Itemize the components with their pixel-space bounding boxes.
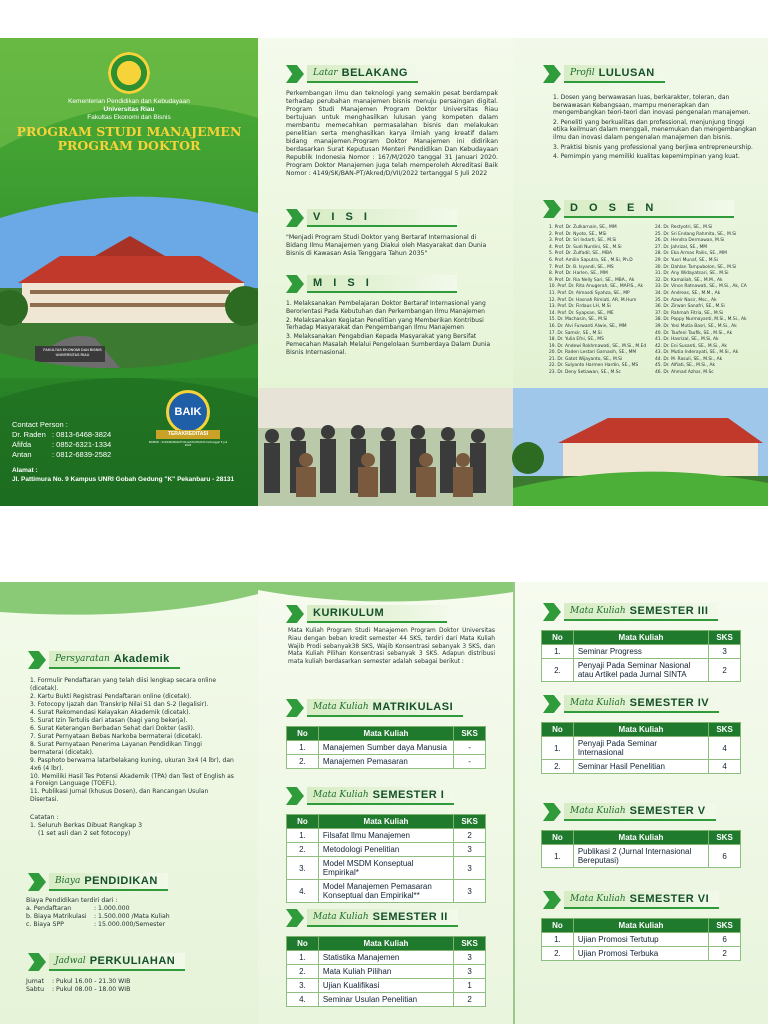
cell-sks: 3 (454, 857, 486, 880)
chevron-right-icon (28, 873, 46, 891)
cell-no: 1. (542, 645, 574, 659)
chevron-right-icon (286, 605, 304, 623)
section-semester-1 (286, 786, 454, 806)
table-semester-1 (286, 814, 486, 903)
table-semester-3 (541, 630, 741, 682)
list-item: 4. Pemimpin yang memiliki kualitas kepemimpinan yang kuat. (553, 153, 740, 161)
list-item: 6. Surat Keterangan Berbadan Sehat dari Dokter (asli). (30, 725, 195, 733)
contact-name: Antan (12, 450, 32, 459)
address-block (12, 466, 234, 484)
table-row (542, 933, 741, 947)
cell-no: 2. (287, 755, 319, 769)
cell-course: Mata Kuliah Pilihan (318, 965, 453, 979)
list-item: 34. Dr. Andreas, SE., M.M., Ak (655, 290, 721, 296)
biaya-block (26, 897, 236, 929)
table-row (287, 741, 486, 755)
latar-text: Perkembangan ilmu dan teknologi yang semakin pesat berdampak terhadap perubahan manajemen bisnis menuju persaingan digital. Program Studi Manajemen Program Doktor Universitas Riau bertujuan untuk menghasilkan lulusan yang kompeten dalam membantu memecahkan permasalahan bisnis dan melakukan penelitian serta menghasilkan karya ilmiah yang kreatif dalam bidang manajemen.Program Doktor Manajemen ini didirikan berdasarkan Surat Keputusan Menteri Pendidikan Dan Kebudayaan Republik Indonesia Nomor : 167/M/2020 tanggal 31 Januari 2020. Program Doktor Manajemen juga telah memperoleh Akreditasi Baik Nomor : 4149/SK/BAN-PT/Akred/D/VII/2022 tertanggal 5 Juli 2022 (286, 90, 498, 177)
chevron-right-icon (28, 651, 46, 669)
table-row (287, 965, 486, 979)
list-item: 31. Dr. Any Widayatsari, SE., M.Si (655, 271, 729, 277)
list-item: 45. Dr. Alfiati, SE., M.Si., Ak (655, 363, 716, 369)
contact-phone[interactable]: : 0812-6839-2582 (52, 450, 112, 459)
program-subtitle: PROGRAM DOKTOR (57, 138, 201, 153)
list-item: 1. Dosen yang berwawasan luas, berkarakter, toleran, dan berwawasan Kebangsaan, mampu menerapkan dan mengembangkan teori-teori dan inovasi pengenalan manajemen. (553, 94, 751, 117)
contact-name: Afifda (12, 440, 32, 449)
list-item: 1. Melaksanakan Pembelajaran Doktor Bertaraf Internasional yang Berorientasi Pada Kebutuhan dan Perkembangan Ilmu Manajemen (286, 300, 486, 315)
list-item: 13. Prof. Dr. Firdaus LH, M.Si (549, 304, 611, 310)
list-item: 10. Prof. Dr. Rita Anugerah, SE., MAFIS., Ak (549, 284, 644, 290)
jadwal-time: : Pukul 08.00 - 18.00 WIB (52, 986, 131, 993)
biaya-row (26, 921, 236, 929)
table-row (287, 979, 486, 993)
table-semester-6 (541, 918, 741, 961)
column-header-mk: Mata Kuliah (318, 727, 453, 741)
section-matrikulasi (286, 698, 463, 718)
column-header-mk: Mata Kuliah (573, 831, 708, 845)
chevron-right-icon (286, 275, 304, 293)
jadwal-time: : Pukul 16.00 - 21.30 WIB (52, 978, 131, 985)
column-header-sks: SKS (709, 831, 741, 845)
contact-block (12, 420, 111, 460)
cell-no: 4. (287, 993, 319, 1007)
section-title: M I S I (313, 277, 373, 289)
list-item: 23. Dr. Deny Setiawan, SE., M.Sc (549, 370, 621, 376)
column-header-no: No (542, 723, 574, 737)
cell-sks: 2 (454, 829, 486, 843)
cell-no: 1. (542, 737, 574, 760)
biaya-intro: Biaya Pendidikan terdiri dari : (26, 897, 118, 904)
cell-no: 2. (542, 760, 574, 774)
table-row (542, 845, 741, 868)
cover-panel (0, 38, 258, 506)
column-header-mk: Mata Kuliah (573, 631, 708, 645)
address-text: Jl. Pattimura No. 9 Kampus UNRI Gobah Gedung "K" Pekanbaru - 28131 (12, 476, 235, 483)
section-latar-belakang (286, 64, 418, 84)
table-row (287, 880, 486, 903)
cell-course: Statistika Manajemen (318, 951, 453, 965)
dosen-list-right (655, 225, 765, 377)
contact-row (12, 440, 111, 450)
list-item: 3. Fotocopy Ijazah dan Transkrip Nilai S1 dan S-2 (legalisir). (30, 700, 209, 708)
group-photo (258, 388, 768, 506)
section-italic: Mata Kuliah (313, 702, 369, 712)
section-italic: Mata Kuliah (570, 806, 626, 816)
section-title: SEMESTER III (629, 605, 709, 617)
cell-sks: - (454, 755, 486, 769)
semester-panel (513, 582, 768, 1024)
table-semester-2 (286, 936, 486, 1007)
visi-text: "Menjadi Program Studi Doktor yang Bertaraf Internasional di Bidang Ilmu Manajemen yang Diakui oleh Masyarakat dan Dunia Bisnis di Kawasan Asia Tenggara Tahun 2035" (286, 234, 487, 257)
faculty-name: Fakultas Ekonomi dan Bisnis (87, 114, 171, 121)
list-item: 41. Dr. Hasrizal, SE., M.Si, Ak (655, 337, 719, 343)
chevron-right-icon (286, 909, 304, 927)
list-item: 28. Dr. Eka Armas Pailis, SE., MM (655, 251, 727, 257)
list-item: 2. Peneliti yang berkualitas dan professional, menjunjung tinggi etika keilmuan dalam menggali, menemukan dan mengembangkan ilmu dan inovasi dalam pengenalan manajemen dan bisnis. (553, 118, 757, 141)
table-header-row (542, 831, 741, 845)
list-item: 33. Dr. Vince Ratnawati, SE., M.Si., Ak, CA (655, 284, 747, 290)
badge-ribbon: TERAKREDITASI (156, 430, 220, 439)
column-header-sks: SKS (709, 631, 741, 645)
cell-no: 2. (542, 947, 574, 961)
list-item: 11. Publikasi Jurnal (khusus Dosen), dan Rancangan Usulan Disertasi. (30, 788, 209, 803)
list-item: 7. Surat Pernyataan Bebas Narkoba bermaterai (dicetak). (30, 733, 203, 741)
section-title: KURIKULUM (313, 607, 385, 619)
section-profil-lulusan (543, 64, 665, 84)
column-header-mk: Mata Kuliah (318, 937, 453, 951)
table-row (542, 645, 741, 659)
cell-sks: 2 (454, 993, 486, 1007)
list-item: 4. Prof. Dr. Sudi Nurdini, SE., M.Si (549, 244, 622, 250)
list-item: 7. Prof. Dr. B. Isyandi, SE., MS (549, 264, 614, 270)
cell-course: Ujian Kualifikasi (318, 979, 453, 993)
chevron-right-icon (543, 603, 561, 621)
accreditation-badge (148, 390, 228, 452)
cell-course: Seminar Usulan Penelitian (318, 993, 453, 1007)
cell-no: 2. (542, 659, 574, 682)
list-item: 37. Dr. Rahmah Fitria, SE., M.Si (655, 310, 724, 316)
column-header-no: No (287, 727, 319, 741)
list-item: 3. Prof. Dr. Sri Indarti, SE., M.Si (549, 238, 617, 244)
list-item: 2. Prof. Dr. Nyoto, SE., MSi (549, 231, 607, 237)
list-item: 12. Prof. Dr. Hasnah Rimiati, AR, M.Hum (549, 297, 637, 303)
section-italic: Biaya (55, 876, 81, 886)
list-item: 30. Dr. Dahlan Tampubolon, SE., M.Si (655, 264, 737, 270)
list-item: 40. Dr. Taufeni Taufik, SE., M.Si., Ak (655, 330, 733, 336)
profil-list (553, 94, 758, 161)
cell-course: Manajemen Pemasaran (318, 755, 453, 769)
list-item: 35. Dr. Azwir Nasir, Msc., Ak (655, 297, 717, 303)
list-item: 2. Melaksanakan Kegiatan Penelitian yang Memberikan Kontribusi Terhadap Masyarakat dan Pengembangan Ilmu Manajemen (286, 316, 484, 332)
column-header-no: No (287, 937, 319, 951)
list-item: 32. Dr. Kamaliah, SE., M.M., Ak (655, 277, 723, 283)
list-item: 9. Pasphoto berwarna latarbelakang kuning, ukuran 3x4 (4 lbr), dan 4x6 (4 lbr). (30, 756, 234, 772)
catatan-block (30, 814, 230, 838)
biaya-value: : 15.000.000/Semester (94, 921, 166, 928)
catatan-label: Catatan : (30, 814, 59, 821)
list-item: 29. Dr. Yusri Munaf, SE., M.Si (655, 257, 718, 263)
section-title: PENDIDIKAN (84, 875, 158, 887)
cell-course: Manajemen Sumber daya Manusia (318, 741, 453, 755)
list-item: 4. Surat Rekomendasi Kelayakan Akademik (dicetak). (30, 708, 191, 716)
table-header-row (542, 919, 741, 933)
list-item: 19. Dr. Andewi Rokhmawati, SE., M.Si., M.Ed (549, 343, 647, 349)
list-item: 5. Prof. Dr. Zulfadil, SE., MBA (549, 251, 612, 257)
list-item: 16. Dr. Alvi Furwanti Alwie, SE., MM (549, 323, 627, 329)
section-title: SEMESTER I (372, 789, 445, 801)
campus-sign-line1: FAKULTAS EKONOMI DAN BISNIS (43, 348, 102, 352)
list-item: 3. Melaksanakan Pengabdian Kepada Masyarakat yang Bersifat Pemecahan Masalah Melalui Pengelolaan Sumberdaya Dalam Dunia Bisnis Internasional. (286, 333, 491, 356)
chevron-right-icon (543, 65, 561, 83)
dosen-list-left (549, 225, 655, 377)
chevron-right-icon (286, 209, 304, 227)
cell-sks: 3 (454, 843, 486, 857)
cell-course: Ujian Promosi Tertutup (573, 933, 708, 947)
cell-sks: 6 (709, 845, 741, 868)
cell-sks: 4 (709, 737, 741, 760)
table-header-row (287, 815, 486, 829)
list-item: 44. Dr. M. Rasuli, SE., M.Si., Ak (655, 356, 723, 362)
photo-strip (258, 388, 768, 506)
cell-course: Seminar Progress (573, 645, 708, 659)
table-row (287, 755, 486, 769)
section-title: SEMESTER IV (629, 697, 710, 709)
column-header-no: No (542, 919, 574, 933)
column-header-no: No (542, 831, 574, 845)
column-header-no: No (287, 815, 319, 829)
biaya-row (26, 905, 236, 913)
cell-sks: 1 (454, 979, 486, 993)
section-dosen (543, 199, 734, 219)
chevron-right-icon (543, 200, 561, 218)
university-logo (108, 52, 150, 94)
cell-sks: 4 (709, 760, 741, 774)
list-item: 1. Formulir Pendaftaran yang telah diisi lengkap secara online (dicetak). (30, 677, 217, 692)
list-item: 26. Dr. Hendra Dermawan, M.Si (655, 238, 725, 244)
cell-course: Model Manajemen Pemasaran Konseptual dan Empirikal** (318, 880, 453, 903)
table-matrikulasi (286, 726, 486, 769)
chevron-right-icon (286, 699, 304, 717)
table-row (287, 843, 486, 857)
table-row (542, 737, 741, 760)
cell-sks: 6 (709, 933, 741, 947)
kurikulum-text: Mata Kuliah Program Studi Manajemen Program Doktor Universitas Riau dengan beban kredit semester 44 SKS, terdiri dari Mata Kuliah Wajib Prodi sebanyak38 SKS, Wajib Konsentrasi sebanyak 3 SKS, dan Mata Kuliah Pilihan Konsentrasi sebanyak 3 SKS. Adapun distribusi mata kuliah berdasarkan semester adalah sebagai berikut : (288, 628, 495, 666)
list-item: 10. Memiliki Hasil Tes Potensi Akademik (TPA) dan Test of English as a Foreign Language (TOEFL). (30, 772, 234, 788)
list-item: 5. Surat Izin Tertulis dari atasan (bagi yang bekerja). (30, 716, 188, 724)
ministry-name: Kementerian Pendidikan dan Kebudayaan (68, 98, 190, 105)
column-header-mk: Mata Kuliah (573, 723, 708, 737)
jadwal-block (26, 978, 236, 994)
chevron-right-icon (543, 695, 561, 713)
table-row (542, 659, 741, 682)
cell-sks: - (454, 741, 486, 755)
section-title: D O S E N (570, 202, 658, 214)
biaya-value: : 1.500.000 /Mata Kuliah (94, 913, 170, 920)
section-kurikulum (286, 604, 447, 624)
column-header-sks: SKS (454, 815, 486, 829)
cell-course: Metodologi Penelitian (318, 843, 453, 857)
cell-course: Filsafat Ilmu Manajemen (318, 829, 453, 843)
cell-sks: 3 (454, 965, 486, 979)
chevron-right-icon (28, 953, 46, 971)
list-item: 14. Prof. Dr. Syapsan, SE., ME (549, 310, 614, 316)
list-item: 20. Dr. Raden Lestari Garnasih, SE., MM (549, 350, 637, 356)
chevron-right-icon (286, 65, 304, 83)
column-header-sks: SKS (709, 723, 741, 737)
contact-row (12, 430, 111, 440)
address-label: Alamat : (12, 467, 38, 474)
section-italic: Profil (570, 68, 595, 78)
catatan-item: 1. Seluruh Berkas Dibuat Rangkap 3 (30, 822, 143, 829)
list-item: 3. Praktisi bisnis yang professional yang berjiwa entrepreneurship. (553, 143, 753, 151)
section-title: MATRIKULASI (372, 701, 454, 713)
list-item: 9. Prof. Dr. Ria Nelly Sari, SE., MBA., Ak (549, 277, 635, 283)
decorative-swoosh (0, 582, 258, 642)
chevron-right-icon (286, 787, 304, 805)
cell-no: 1. (287, 741, 319, 755)
column-header-sks: SKS (709, 919, 741, 933)
biaya-label: c. Biaya SPP (26, 921, 64, 928)
section-title: LULUSAN (598, 67, 655, 79)
column-header-sks: SKS (454, 937, 486, 951)
section-semester-5 (543, 802, 716, 822)
list-item: 8. Prof. Dr. Harlen, SE., MM (549, 271, 608, 277)
jadwal-day: Jumat (26, 978, 44, 985)
table-semester-4 (541, 722, 741, 774)
list-item: 38. Dr. Poppy Nurmayanti, M.Si., M.Si., Ak (655, 317, 747, 323)
table-header-row (542, 723, 741, 737)
list-item: 42. Dr. Eni Susanti, SE., M.Si., Ak (655, 343, 727, 349)
jadwal-day: Sabtu (26, 986, 44, 993)
section-semester-6 (543, 890, 719, 910)
cell-no: 3. (287, 979, 319, 993)
column-header-mk: Mata Kuliah (573, 919, 708, 933)
contact-label: Contact Person : (12, 420, 68, 429)
section-italic: Mata Kuliah (313, 912, 369, 922)
section-italic: Persyaratan (55, 654, 110, 664)
cell-no: 1. (287, 951, 319, 965)
section-title: SEMESTER II (372, 911, 448, 923)
section-italic: Mata Kuliah (570, 606, 626, 616)
section-title: Akademik (113, 653, 170, 665)
list-item: 15. Dr. Machasin, SE., M.Si (549, 317, 608, 323)
contact-phone[interactable]: : 0813-6468-3824 (52, 430, 112, 439)
section-italic: Mata Kuliah (570, 894, 626, 904)
chevron-right-icon (543, 891, 561, 909)
section-biaya (28, 872, 168, 892)
persyaratan-list (30, 677, 235, 804)
cell-course: Seminar Hasil Penelitian (573, 760, 708, 774)
section-title: SEMESTER VI (629, 893, 710, 905)
list-item: 6. Prof. Amilin Saputra, SE., M.Si, Ph.D (549, 257, 633, 263)
cell-course: Ujian Promosi Terbuka (573, 947, 708, 961)
section-italic: Mata Kuliah (313, 790, 369, 800)
jadwal-row (26, 986, 236, 994)
table-row (542, 947, 741, 961)
table-header-row (287, 937, 486, 951)
cell-course: Penyaji Pada Seminar Nasional atau Artikel pada Jurnal SINTA (573, 659, 708, 682)
university-name: Universitas Riau (103, 106, 155, 113)
list-item: 25. Dr. Sri Endang Rahmita, SE., M.Si (655, 231, 737, 237)
list-item: 2. Kartu Bukti Registrasi Pendaftaran online (dicetak). (30, 692, 192, 700)
cell-no: 1. (287, 829, 319, 843)
cell-no: 1. (542, 933, 574, 947)
table-row (287, 857, 486, 880)
contact-phone[interactable]: : 0852-6321-1334 (52, 440, 112, 449)
section-title: V I S I (313, 211, 371, 223)
biaya-value: : 1.000.000 (94, 905, 130, 912)
section-jadwal (28, 952, 185, 972)
column-header-no: No (542, 631, 574, 645)
list-item: 46. Dr. Ahmad Azhar, M.Sc (655, 370, 714, 376)
catatan-item: (1 set asli dan 2 set fotocopy) (38, 830, 131, 837)
cell-no: 3. (287, 857, 319, 880)
fold-divider (513, 582, 515, 1024)
list-item: 8. Surat Pernyataan Penerima Layanan Pendidikan Tinggi bermaterai (dicetak). (30, 741, 202, 756)
chevron-right-icon (543, 803, 561, 821)
cell-sks: 2 (709, 659, 741, 682)
list-item: 24. Dr. Restyotri, SE., M.Si (655, 225, 713, 230)
list-item: 27. Dr. Jahrizal, SE., MM (655, 244, 708, 250)
biaya-label: a. Pendaftaran (26, 905, 72, 912)
cell-sks: 2 (709, 947, 741, 961)
column-header-sks: SKS (454, 727, 486, 741)
section-misi (286, 274, 457, 294)
cell-sks: 3 (454, 880, 486, 903)
about-panel (258, 38, 513, 388)
cell-course: Model MSDM Konseptual Empirikal* (318, 857, 453, 880)
biaya-row (26, 913, 236, 921)
jadwal-row (26, 978, 236, 986)
section-visi (286, 208, 457, 228)
list-item: 11. Prof. Dr. Almasdi Syahza, SE., MP (549, 290, 630, 296)
list-item: 43. Dr. Mutia Inderayati, SE., M.Si., Ak (655, 350, 739, 356)
section-italic: Latar (313, 68, 338, 78)
cell-sks: 3 (709, 645, 741, 659)
cell-course: Penyaji Pada Seminar Internasional (573, 737, 708, 760)
table-row (287, 829, 486, 843)
section-title: SEMESTER V (629, 805, 706, 817)
badge-main: BAIK (166, 390, 210, 434)
contact-name: Dr. Raden (12, 430, 46, 439)
section-semester-2 (286, 908, 458, 928)
section-persyaratan (28, 650, 180, 670)
list-item: 18. Dr. Yulia Efni, SE., MS (549, 337, 604, 343)
campus-sign-text (40, 348, 105, 357)
list-item: 22. Dr. Sulyanto Harmen Hardin, SE., MS (549, 363, 639, 369)
table-semester-5 (541, 830, 741, 868)
table-row (542, 760, 741, 774)
list-item: 21. Dr. Gatot Wijayanto, SE., M.Si (549, 356, 623, 362)
requirements-panel (0, 582, 258, 1024)
section-semester-3 (543, 602, 718, 622)
table-row (287, 951, 486, 965)
cell-no: 4. (287, 880, 319, 903)
campus-photo (0, 178, 258, 378)
table-header-row (542, 631, 741, 645)
section-title: PERKULIAHAN (89, 955, 176, 967)
cell-no: 2. (287, 843, 319, 857)
program-title: PROGRAM STUDI MANAJEMEN (16, 124, 242, 139)
biaya-label: b. Biaya Matrikulasi (26, 913, 87, 920)
table-row (287, 993, 486, 1007)
section-italic: Jadwal (55, 956, 86, 966)
misi-list (286, 300, 498, 357)
curriculum-panel (258, 582, 513, 1024)
list-item: 39. Dr. Yesi Mutia Basri, SE., M.Si., Ak (655, 323, 737, 329)
section-title: BELAKANG (341, 67, 408, 79)
cell-course: Publikasi 2 (Jurnal Internasional Bereputasi) (573, 845, 708, 868)
column-header-mk: Mata Kuliah (318, 815, 453, 829)
list-item: 36. Dr. Zirwan Sanafri, SE., M.Si (655, 304, 725, 310)
section-semester-4 (543, 694, 719, 714)
cell-no: 1. (542, 845, 574, 868)
profile-panel (513, 38, 768, 388)
table-header-row (287, 727, 486, 741)
section-italic: Mata Kuliah (570, 698, 626, 708)
cell-no: 2. (287, 965, 319, 979)
badge-decree: NOMOR : 4149/SK/BAN-PT/Akred/D/VII/2022 tertanggal 5 Juli 2022 (148, 441, 228, 448)
list-item: 1. Prof. Dr. Zulkarnain, SE., MM (549, 225, 617, 230)
list-item: 17. Dr. Samsir, SE., M.Si (549, 330, 602, 336)
cell-sks: 3 (454, 951, 486, 965)
contact-row (12, 450, 111, 460)
campus-sign-line2: UNIVERSITAS RIAU (55, 352, 90, 357)
